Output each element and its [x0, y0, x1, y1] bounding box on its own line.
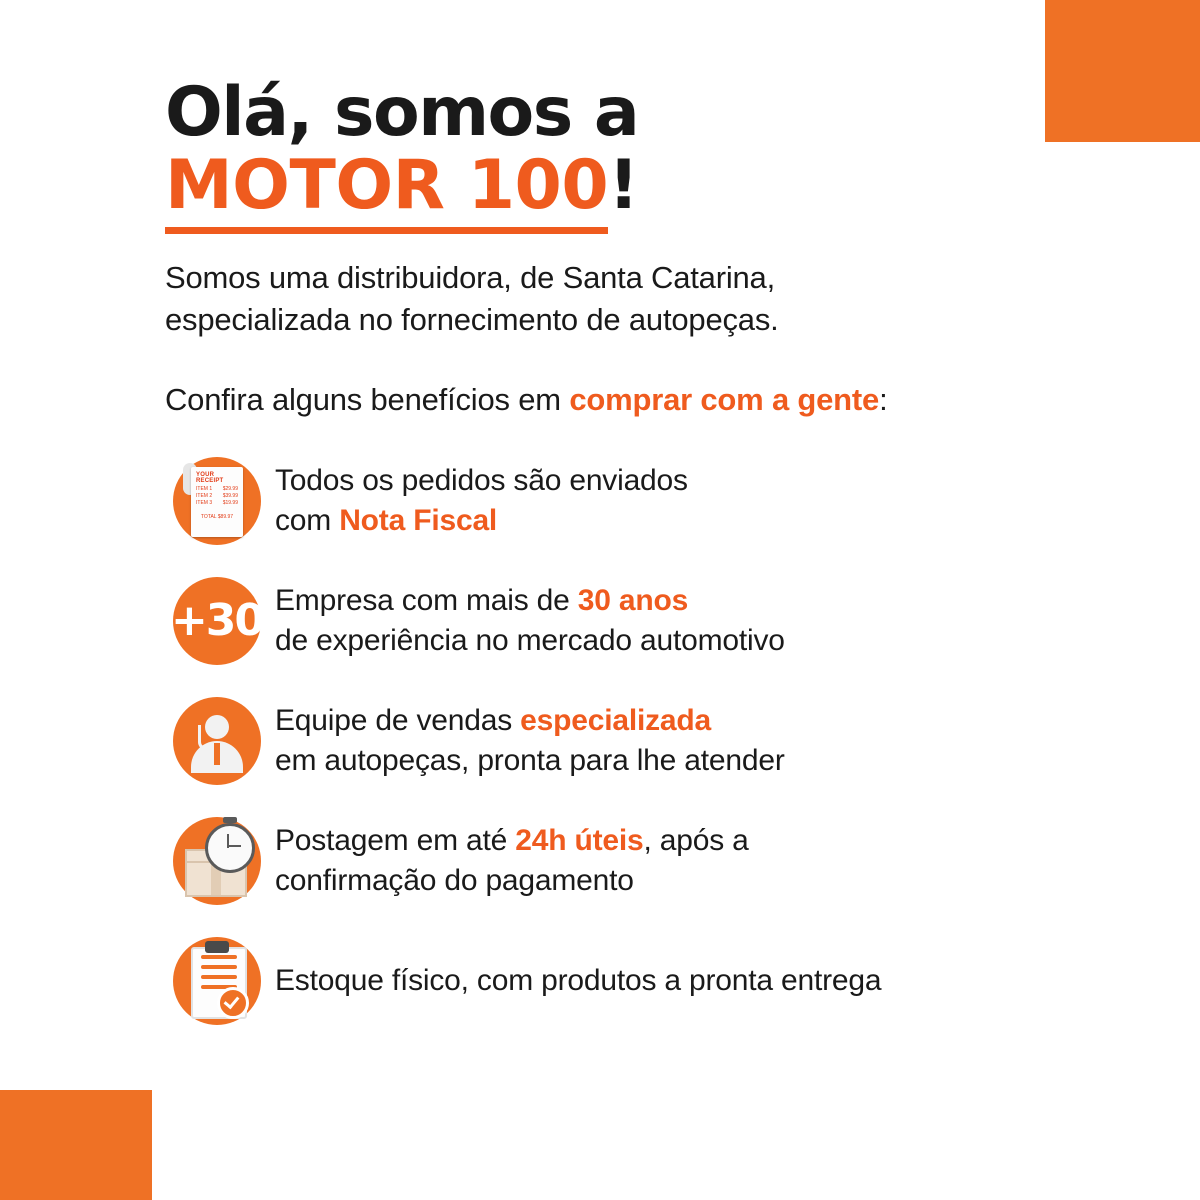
agent-tie-shape [214, 743, 220, 765]
receipt-row [196, 486, 238, 492]
benefit-text [275, 961, 881, 1001]
receipt-paper [191, 467, 243, 537]
benefit-line-2: de experiência no mercado automotivo [275, 623, 785, 657]
benefit-text [275, 701, 785, 780]
benefit-text [275, 461, 688, 540]
invoice-receipt-icon [165, 455, 261, 547]
clipboard-line [201, 975, 237, 979]
headline-brand-line [165, 146, 1095, 226]
intro-line-1: Somos uma distribuidora, de Santa Catarina, [165, 259, 776, 295]
clipboard-clamp-shape [205, 941, 229, 953]
content-area [165, 73, 1095, 1055]
benefit-line-2: confirmação do pagamento [275, 863, 634, 897]
benefit-text [275, 821, 749, 900]
intro-line-2: especializada no fornecimento de autopeças. [165, 302, 779, 338]
plus-30-years-icon [165, 575, 264, 667]
receipt-row [196, 500, 238, 506]
benefit-line-1: Estoque físico, com produtos a pronta entrega [275, 963, 882, 997]
benefit-line-1-prefix: Postagem em até [275, 823, 516, 857]
benefit-line-1-suffix: , após a [643, 823, 749, 857]
clipboard-line [201, 965, 237, 969]
benefits-lead-prefix: Confira alguns benefícios em [165, 382, 570, 418]
benefit-text [275, 581, 785, 660]
clipboard-check-stock-icon [165, 935, 261, 1027]
benefits-list [165, 455, 1095, 1027]
years-badge-label: +30 [170, 595, 264, 647]
clipboard-line [201, 955, 237, 959]
receipt-row-label: ITEM 3 [196, 499, 213, 506]
package-stopwatch-icon [165, 815, 261, 907]
receipt-row [196, 493, 238, 499]
headline-exclamation: ! [608, 146, 639, 226]
benefits-lead-highlight: comprar com a gente [569, 382, 880, 418]
agent-headset-shape [198, 725, 211, 750]
benefit-line-1-highlight: 30 anos [577, 583, 689, 617]
receipt-row-label: ITEM 2 [196, 492, 213, 499]
stopwatch-hand-hour [227, 845, 241, 847]
decorative-corner-bottom-left [0, 1090, 152, 1200]
benefit-line-2-highlight: Nota Fiscal [339, 503, 498, 537]
receipt-row-value: $19.99 [222, 499, 238, 506]
list-item [165, 455, 1095, 547]
list-item [165, 815, 1095, 907]
stopwatch-shape [205, 823, 255, 873]
benefit-line-2-prefix: com [275, 503, 340, 537]
benefit-line-1-highlight: especializada [520, 703, 711, 737]
intro-paragraph [165, 257, 1095, 343]
benefit-line-1-highlight: 24h úteis [515, 823, 644, 857]
page-title [165, 73, 1095, 226]
sales-agent-headset-icon [165, 695, 261, 787]
headline-greeting: Olá, somos a [165, 73, 639, 152]
benefits-lead-suffix: : [879, 382, 888, 418]
list-item [165, 935, 1095, 1027]
brand-name: MOTOR 100 [165, 146, 608, 234]
benefit-line-1-prefix: Equipe de vendas [275, 703, 521, 737]
list-item [165, 695, 1095, 787]
benefit-line-1-prefix: Empresa com mais de [275, 583, 578, 617]
receipt-total: TOTAL $89.97 [200, 513, 234, 520]
list-item [165, 575, 1095, 667]
check-circle-icon [217, 987, 249, 1019]
receipt-row-value: $39.99 [222, 492, 238, 499]
benefit-line-2: em autopeças, pronta para lhe atender [275, 743, 785, 777]
benefits-lead [165, 380, 1095, 420]
receipt-row-value: $29.99 [222, 485, 238, 492]
benefit-line-1: Todos os pedidos são enviados [275, 463, 688, 497]
receipt-header: YOUR RECEIPT [196, 471, 224, 484]
receipt-row-label: ITEM 1 [196, 485, 213, 492]
